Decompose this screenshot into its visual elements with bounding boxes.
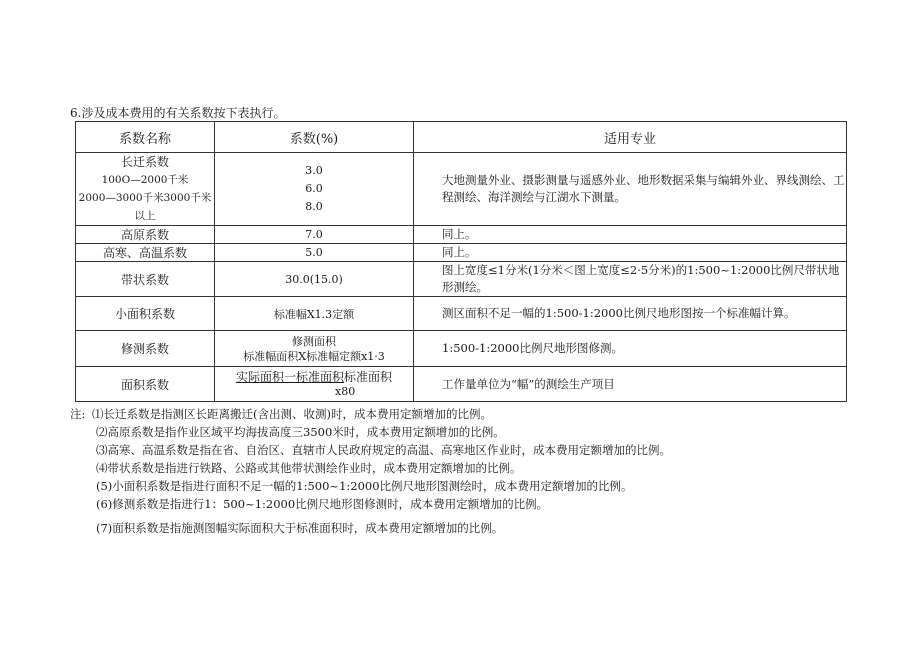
- coefficient-table: [75, 121, 847, 402]
- cold-name: 高寒、高温系数: [76, 244, 215, 262]
- header-name: 系数名称: [76, 122, 215, 153]
- small-area-scope: 测区面积不足一幅的1:500-1:2000比例尺地形图按一个标准幅计算。: [414, 297, 847, 331]
- note-item: (7)面积系数是指施测图幅实际面积大于标准面积时，成本费用定额增加的比例。: [96, 521, 504, 535]
- revision-name: 修测系数: [76, 331, 215, 367]
- note-item: ⑷带状系数是指进行铁路、公路或其他带状测绘作业时，成本费用定额增加的比例。: [96, 461, 522, 475]
- table-row: [76, 331, 847, 367]
- revision-value: 修测面积 标准幅面积X标准幅定额x1·3: [215, 331, 414, 367]
- table-row: [76, 297, 847, 331]
- table-row: [76, 262, 847, 297]
- table-header-row: [76, 122, 847, 153]
- strip-name: 带状系数: [76, 262, 215, 297]
- small-area-name: 小面积系数: [76, 297, 215, 331]
- note-item: ⑴长迁系数是指测区长距离搬迁(含出测、收测)时，成本费用定额增加的比例。: [92, 407, 492, 421]
- area-name: 面积系数: [76, 367, 215, 402]
- cold-value: 5.0: [215, 244, 414, 262]
- note-item: (5)小面积系数是指进行面积不足一幅的1:500~1:2000比例尺地形图测绘时，成本费用定额增加的比例。: [96, 479, 633, 493]
- plateau-name: 高原系数: [76, 226, 215, 244]
- note-item: ⑶高寒、高温系数是指在省、自治区、直辖市人民政府规定的高温、高寒地区作业时，成本费用定额增加的比例。: [96, 443, 671, 457]
- section-heading: 6.涉及成本费用的有关系数按下表执行。: [70, 106, 286, 120]
- long-distance-name: 长迁系数 100O—2000千米 2000—3000千米3000千米以上: [76, 153, 215, 226]
- table-row: [76, 153, 847, 226]
- plateau-value: 7.0: [215, 226, 414, 244]
- area-value: 实际面积一标准面积标准面积 x80: [215, 367, 414, 402]
- notes-section: [70, 405, 671, 537]
- revision-scope: 1:500-1:2000比例尺地形图修测。: [414, 331, 847, 367]
- header-coefficient: 系数(%): [215, 122, 414, 153]
- notes-label: 注:: [70, 407, 86, 421]
- strip-scope: 图上宽度≤1分米(1分米＜图上宽度≤2·5分米)的1:500~1:2000比例尺带状地形测绘。: [414, 262, 847, 297]
- long-distance-scope: 大地测量外业、摄影测量与遥感外业、地形数据采集与编辑外业、界线测绘、工程测绘、海洋测绘与江湖水下测量。: [414, 153, 847, 226]
- strip-value: 30.0(15.0): [215, 262, 414, 297]
- cold-scope: 同上。: [414, 244, 847, 262]
- area-scope: 工作量单位为“幅”的测绘生产项目: [414, 367, 847, 402]
- note-item: ⑵高原系数是指作业区域平均海拔高度三3500米时，成本费用定额增加的比例。: [96, 425, 505, 439]
- header-scope: 适用专业: [414, 122, 847, 153]
- plateau-scope: 同上。: [414, 226, 847, 244]
- small-area-value: 标准幅X1.3定额: [215, 297, 414, 331]
- note-item: (6)修测系数是指进行1：500~1:2000比例尺地形图修测时，成本费用定额增加的比例。: [96, 497, 549, 511]
- long-distance-values: 3.0 6.0 8.0: [215, 153, 414, 226]
- table-row: [76, 244, 847, 262]
- table-row: [76, 367, 847, 402]
- table-row: [76, 226, 847, 244]
